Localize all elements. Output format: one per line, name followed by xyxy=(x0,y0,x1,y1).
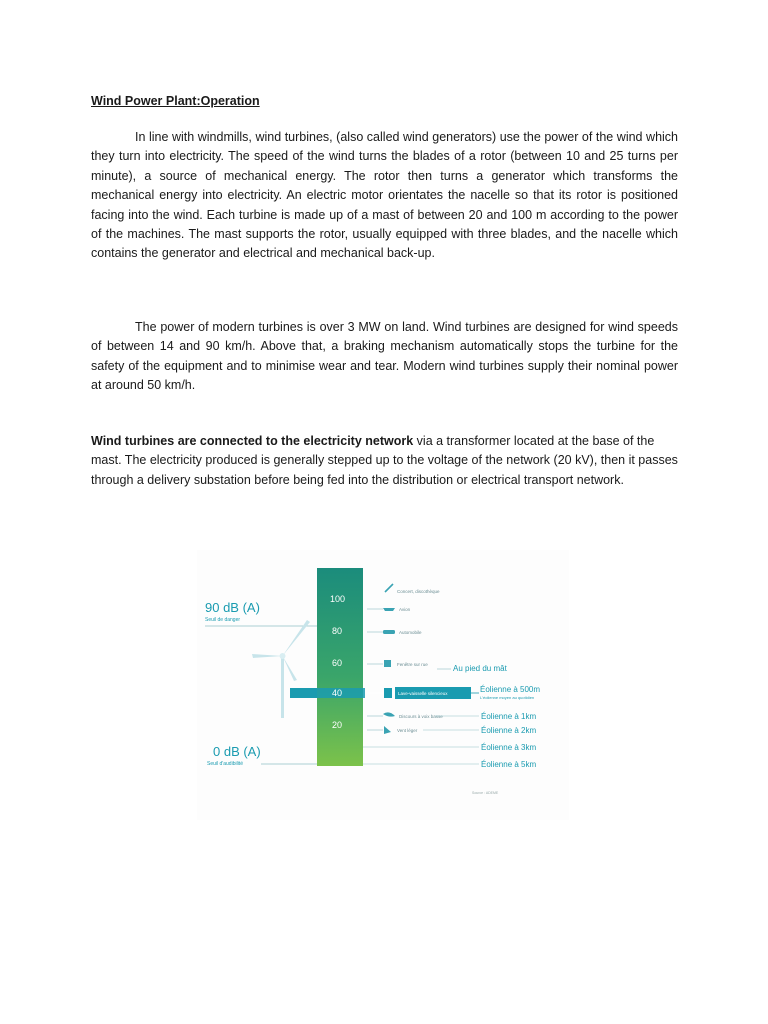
source-row-dishwasher xyxy=(367,687,471,699)
paragraph-network xyxy=(91,432,678,490)
svg-text:Éolienne à 5km: Éolienne à 5km xyxy=(481,760,537,769)
paragraph-power: The power of modern turbines is over 3 MW on land. Wind turbines are designed for wind speeds of between 14 and 90 km/h. Above that, a braking mechanism automatically stops the turbine for the safety of the equipment and to minimise wear and tear. Modern wind turbines supply their nominal power at around 50 km/h. xyxy=(91,320,678,393)
svg-text:Vent léger: Vent léger xyxy=(397,728,418,733)
source-row-whisper xyxy=(367,712,443,719)
noise-level-figure xyxy=(197,550,569,820)
figure-source-note: Source : ADEME xyxy=(472,791,499,795)
scale-tick-80: 80 xyxy=(332,626,343,636)
bottom-level-caption: Seuil d'audibilité xyxy=(207,761,243,767)
paragraph-operation: In line with windmills, wind turbines, (also called wind generators) use the power of the wind which they turn into electricity. The speed of the wind turns the blades of a rotor (between 10 and 25 turns per minute), a source of mechanical energy. The rotor then turns a generator which transforms the mechanical energy into electricity. An electric motor orientates the nacelle so that its rotor is positioned facing into the wind. Each turbine is made up of a mast of between 20 and 100 m according to the power of the machines. The mast supports the rotor, usually equipped with three blades, and the nacelle which contains the generator and electrical and mechanical back-up. xyxy=(91,130,678,261)
top-level-caption: Seuil de danger xyxy=(205,617,241,623)
svg-text:Fenêtre sur rue: Fenêtre sur rue xyxy=(397,662,428,667)
flag-icon xyxy=(384,726,391,734)
plane-icon xyxy=(383,608,395,611)
svg-text:Automobile: Automobile xyxy=(399,630,422,635)
scale-tick-60: 60 xyxy=(332,658,343,668)
svg-text:Lave-vaisselle silencieux: Lave-vaisselle silencieux xyxy=(398,691,448,696)
bottom-level-label: 0 dB (A) xyxy=(213,744,261,759)
source-row-plane xyxy=(367,607,411,612)
distance-label-1km xyxy=(435,712,536,721)
document-heading: Wind Power Plant:Operation xyxy=(91,94,260,108)
car-icon xyxy=(383,630,395,634)
paragraph-network-bold: Wind turbines are connected to the electricity network xyxy=(91,434,414,448)
scale-tick-40: 40 xyxy=(332,688,343,698)
wind-turbine-icon xyxy=(252,620,310,718)
paragraph-network-rest: via a transformer located at the base of the mast. The electricity produced is generally stepped up to the voltage of the network (20 kV), then it passes through a delivery substation before being fed into the distribution or electrical transport network. xyxy=(91,434,678,487)
svg-text:Au pied du mât: Au pied du mât xyxy=(453,664,507,673)
svg-text:Éolienne à 3km: Éolienne à 3km xyxy=(481,743,537,752)
svg-text:Éolienne à 500m: Éolienne à 500m xyxy=(480,685,541,694)
svg-text:Éolienne à 1km: Éolienne à 1km xyxy=(481,712,537,721)
window-icon xyxy=(384,660,391,667)
distance-label-3km xyxy=(363,743,536,752)
svg-text:Avion: Avion xyxy=(399,607,411,612)
scale-tick-20: 20 xyxy=(332,720,343,730)
source-row-light-wind xyxy=(367,726,418,734)
source-row-car xyxy=(367,630,422,635)
guitar-icon xyxy=(385,584,393,592)
svg-text:L'éolienne moyen au quotidien: L'éolienne moyen au quotidien xyxy=(480,695,535,700)
distance-label-500m xyxy=(471,685,540,700)
distance-label-2km xyxy=(423,726,536,735)
distance-label-foot xyxy=(437,664,508,673)
svg-text:Éolienne à 2km: Éolienne à 2km xyxy=(481,726,537,735)
scale-tick-100: 100 xyxy=(330,594,346,604)
noise-level-diagram xyxy=(197,550,569,820)
source-row-window xyxy=(367,660,428,667)
top-level-label: 90 dB (A) xyxy=(205,600,260,615)
svg-text:Discours à voix basse: Discours à voix basse xyxy=(399,714,443,719)
svg-text:Concert, discothèque: Concert, discothèque xyxy=(397,589,440,594)
distance-label-5km xyxy=(363,760,536,769)
dishwasher-icon xyxy=(384,688,392,698)
lips-icon xyxy=(383,712,395,716)
source-row-concert xyxy=(385,584,440,594)
